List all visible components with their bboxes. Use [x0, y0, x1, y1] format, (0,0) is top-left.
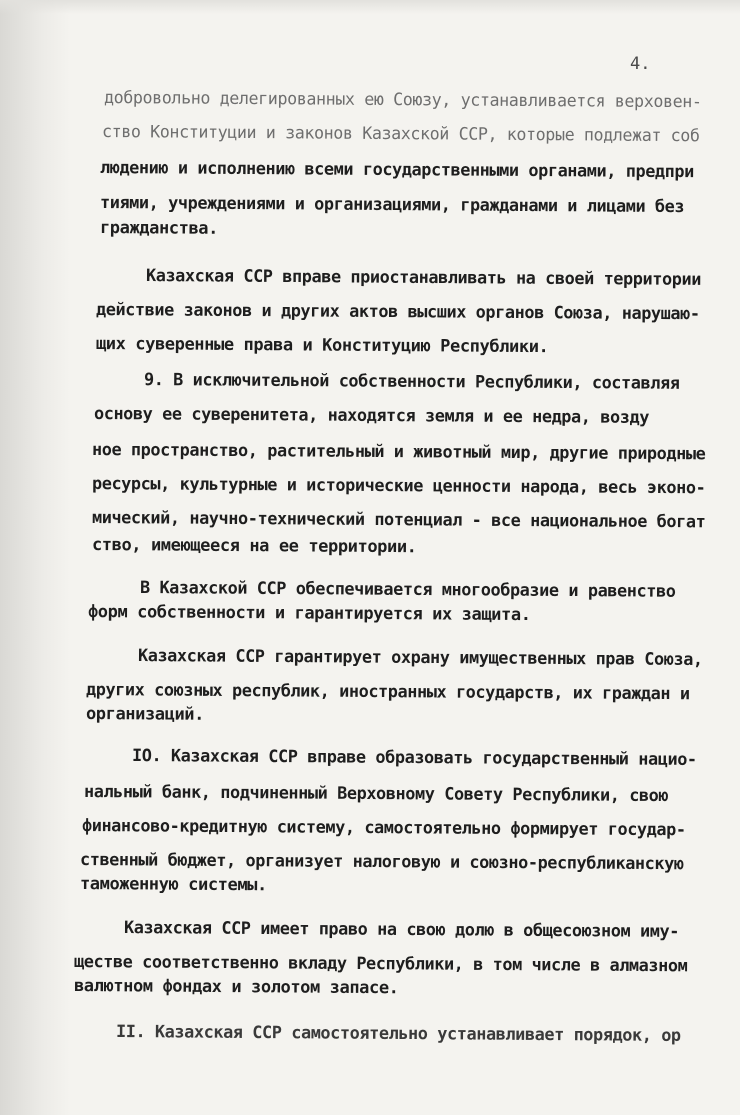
- text-line: валютном фондах и золотом запасе.: [73, 976, 399, 999]
- text-line: ство, имеющееся на ее территории.: [91, 535, 417, 558]
- text-line: ресурсы, культурные и исторические ценности народа, весь эконо-: [91, 474, 706, 499]
- text-line: других союзных республик, иностранных государств, их граждан и: [85, 680, 690, 705]
- page-shadow-top: [0, 0, 740, 14]
- text-line: тиями, учреждениями и организациями, гражданами и лицами без: [99, 193, 685, 218]
- text-line: Казахская ССР имеет право на свою долю в общесоюзном иму-: [123, 918, 680, 942]
- page-number: 4.: [630, 54, 651, 74]
- text-line: 9. В исключительной собственности Республики, составляя: [143, 370, 680, 394]
- text-line: действие законов и других актов высших органов Союза, нарушаю-: [95, 300, 700, 325]
- text-line: IO. Казахская ССР вправе образовать государственный нацио-: [131, 746, 697, 770]
- text-line: ство Конституции и законов Казахской ССР, которые подлежат соб: [101, 122, 700, 147]
- text-line: ное пространство, растительный и животный мир, другие природные: [91, 440, 706, 465]
- text-line: II. Казахская ССР самостоятельно устанавливает порядок, ор: [115, 1022, 681, 1046]
- text-line: щих суверенные права и Конституцию Республики.: [95, 334, 549, 358]
- text-line: форм собственности и гарантируется их защита.: [87, 602, 531, 626]
- page-shadow-left: [0, 0, 70, 1115]
- text-line: Казахская ССР вправе приостанавливать на своей территории: [145, 266, 702, 290]
- text-line: финансово-кредитную систему, самостоятельно формирует государ-: [81, 816, 686, 841]
- text-line: Казахская ССР гарантирует охрану имущественных прав Союза,: [137, 646, 703, 670]
- text-line: людению и исполнению всеми государственными органами, предпри: [99, 158, 694, 183]
- text-line: организаций.: [85, 704, 205, 725]
- text-line: ществе соответственно вкладу Республики, в том числе в алмазном: [73, 952, 688, 977]
- text-line: ственный бюджет, организует налоговую и союзно-республиканскую: [79, 850, 684, 875]
- text-line: нальный банк, подчиненный Верховному Совету Республики, свою: [83, 782, 669, 807]
- text-line: гражданства.: [99, 218, 219, 239]
- text-line: мический, научно-технический потенциал - все национальное богат: [91, 508, 706, 533]
- text-line: добровольно делегированных ею Союзу, устанавливается верховен-: [103, 88, 702, 113]
- text-line: В Казахской ССР обеспечивается многообразие и равенство: [139, 578, 676, 602]
- text-line: основу ее суверенитета, находятся земля и ее недра, возду: [93, 404, 650, 428]
- text-line: таможенную системы.: [79, 874, 267, 896]
